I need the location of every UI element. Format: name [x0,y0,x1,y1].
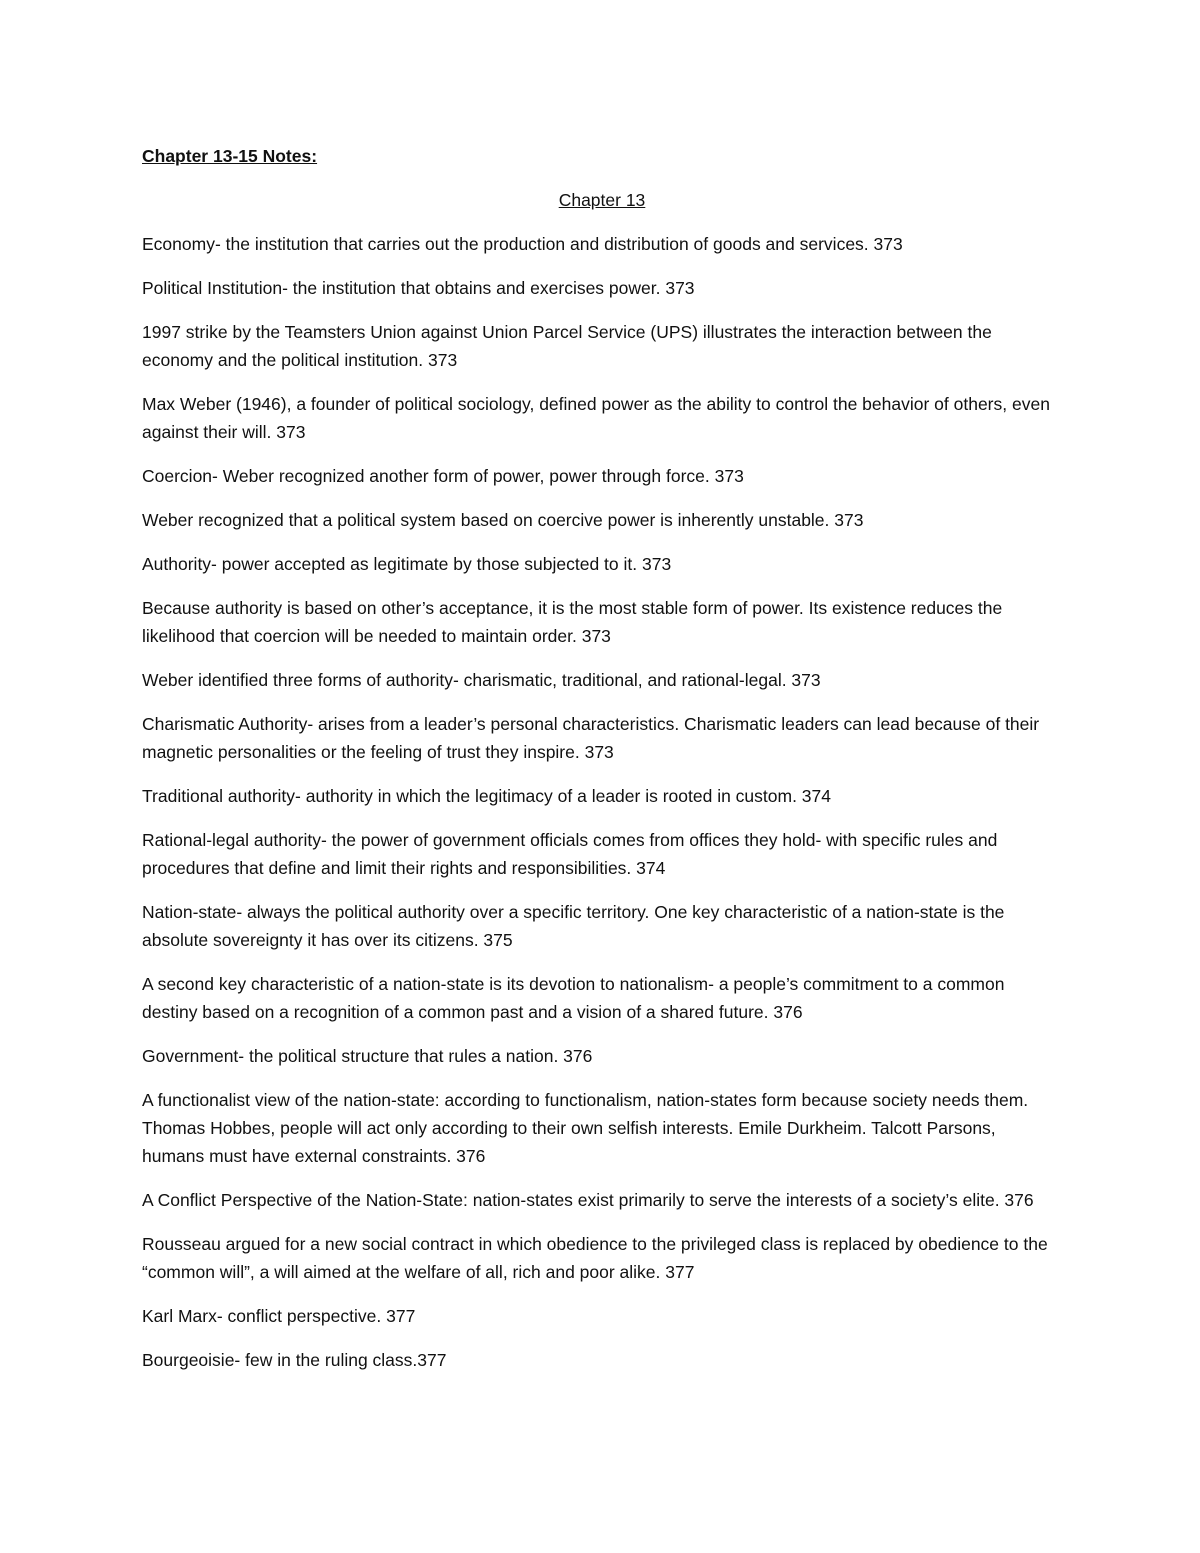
note-paragraph: Coercion- Weber recognized another form of power, power through force. 373 [142,466,744,486]
note-paragraph: Rational-legal authority- the power of government officials comes from offices they hold- with specific rules and procedures that define and limit their rights and responsibilities. 374 [142,830,998,878]
note-paragraph: Weber identified three forms of authority- charismatic, traditional, and rational-legal. 373 [142,670,821,690]
note-paragraph: Nation-state- always the political authority over a specific territory. One key characteristic of a nation-state is the absolute sovereignty it has over its citizens. 375 [142,902,1005,950]
note-paragraph: A functionalist view of the nation-state: according to functionalism, nation-states form because society needs them. Thomas Hobbes, people will act only according to their own selfish interests. Emile Durkheim. Talcott Parsons, humans must have external constraints. 376 [142,1090,1029,1166]
note-paragraph: Economy- the institution that carries out the production and distribution of goods and services. 373 [142,234,903,254]
note-paragraph: Political Institution- the institution that obtains and exercises power. 373 [142,278,695,298]
note-paragraph: Government- the political structure that rules a nation. 376 [142,1046,593,1066]
note-paragraph: Traditional authority- authority in which the legitimacy of a leader is rooted in custom. 374 [142,786,832,806]
note-paragraph: 1997 strike by the Teamsters Union against Union Parcel Service (UPS) illustrates the interaction between the economy and the political institution. 373 [142,322,992,370]
note-paragraph: Rousseau argued for a new social contract in which obedience to the privileged class is replaced by obedience to the “common will”, a will aimed at the welfare of all, rich and poor alike. 377 [142,1234,1048,1282]
note-paragraph: Authority- power accepted as legitimate by those subjected to it. 373 [142,554,672,574]
note-paragraph: Weber recognized that a political system based on coercive power is inherently unstable. 373 [142,510,864,530]
note-paragraph: Karl Marx- conflict perspective. 377 [142,1306,416,1326]
note-paragraph: Charismatic Authority- arises from a leader’s personal characteristics. Charismatic leaders can lead because of their magnetic personalities or the feeling of trust they inspire. 373 [142,714,1040,762]
note-paragraph: Bourgeoisie- few in the ruling class.377 [142,1350,447,1370]
notes-list [142,230,1062,1374]
chapter-heading: Chapter 13 [558,190,646,210]
note-paragraph: Max Weber (1946), a founder of political sociology, defined power as the ability to control the behavior of others, even against their will. 373 [142,394,1050,442]
document-body [142,142,1062,1390]
note-paragraph: A second key characteristic of a nation-state is its devotion to nationalism- a people’s commitment to a common destiny based on a recognition of a common past and a vision of a shared future. 376 [142,974,1005,1022]
note-paragraph: A Conflict Perspective of the Nation-State: nation-states exist primarily to serve the interests of a society’s elite. 376 [142,1190,1034,1210]
note-paragraph: Because authority is based on other’s acceptance, it is the most stable form of power. Its existence reduces the likelihood that coercion will be needed to maintain order. 373 [142,598,1003,646]
notes-title: Chapter 13-15 Notes: [142,146,318,166]
